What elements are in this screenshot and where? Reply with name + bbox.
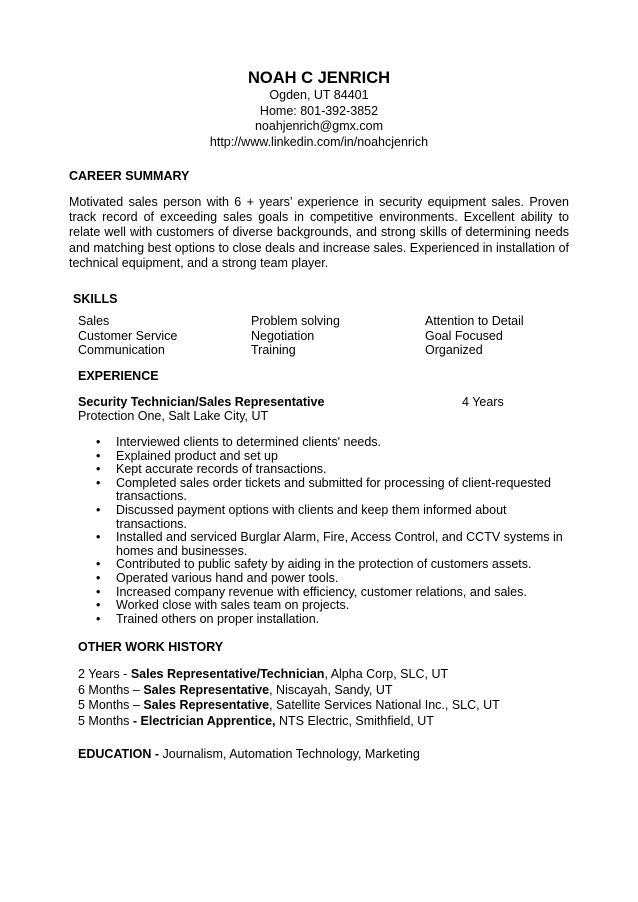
work-duration: 5 Months – bbox=[78, 698, 144, 712]
work-entry bbox=[78, 698, 500, 714]
skill-item: Sales bbox=[78, 314, 110, 328]
work-title: Sales Representative bbox=[143, 698, 270, 712]
list-item: • Completed sales order tickets and submitted for processing of client-requested transactions. bbox=[116, 477, 566, 504]
job-duration: 4 Years bbox=[462, 395, 504, 409]
work-employer: , Alpha Corp, SLC, UT bbox=[324, 667, 449, 681]
skill-item: Communication bbox=[78, 343, 165, 358]
experience-heading: EXPERIENCE bbox=[78, 369, 159, 383]
work-duration: 5 Months bbox=[78, 713, 133, 728]
work-duration: 6 Months – bbox=[78, 682, 144, 697]
work-entry bbox=[78, 714, 500, 730]
list-item: • Trained others on proper installation. bbox=[116, 613, 566, 627]
work-entry bbox=[78, 683, 500, 699]
phone: Home: 801-392-3852 bbox=[259, 103, 379, 118]
skill-item: Problem solving bbox=[251, 314, 340, 328]
skill-item: Organized bbox=[425, 343, 483, 358]
list-item: • Operated various hand and power tools. bbox=[116, 572, 566, 586]
other-work-list bbox=[78, 667, 500, 729]
other-work-heading: OTHER WORK HISTORY bbox=[78, 640, 224, 654]
skill-item: Attention to Detail bbox=[425, 314, 524, 328]
work-title: Sales Representative/Technician bbox=[130, 667, 325, 681]
skills-column bbox=[425, 314, 524, 358]
list-item: • Contributed to public safety by aiding in the protection of customers assets. bbox=[116, 558, 566, 572]
list-item: • Interviewed clients to determined clients' needs. bbox=[116, 436, 566, 450]
work-title: Sales Representative bbox=[143, 682, 270, 697]
education-text: Journalism, Automation Technology, Marketing bbox=[162, 747, 420, 761]
education-line bbox=[78, 747, 420, 761]
career-summary-heading: CAREER SUMMARY bbox=[69, 169, 190, 183]
work-title: - Electrician Apprentice, bbox=[132, 713, 276, 728]
job-title: Security Technician/Sales Representative bbox=[78, 395, 325, 409]
skill-item: Goal Focused bbox=[425, 328, 503, 343]
list-item: • Kept accurate records of transactions. bbox=[116, 463, 566, 477]
work-entry bbox=[78, 667, 500, 683]
list-item: • Worked close with sales team on projects. bbox=[116, 599, 566, 613]
job-duties-list bbox=[116, 436, 566, 626]
job-company: Protection One, Salt Lake City, UT bbox=[78, 409, 269, 423]
location: Ogden, UT 84401 bbox=[269, 88, 369, 102]
skill-item: Training bbox=[251, 343, 296, 358]
skill-item: Customer Service bbox=[78, 328, 178, 343]
email: noahjenrich@gmx.com bbox=[254, 119, 384, 133]
work-employer: NTS Electric, Smithfield, UT bbox=[275, 713, 434, 728]
skills-heading: SKILLS bbox=[73, 292, 118, 306]
skills-column bbox=[78, 314, 177, 358]
list-item: • Increased company revenue with efficiency, customer relations, and sales. bbox=[116, 586, 566, 600]
work-employer: , Niscayah, Sandy, UT bbox=[269, 682, 393, 697]
list-item: • Installed and serviced Burglar Alarm, Fire, Access Control, and CCTV systems in homes and businesses. bbox=[116, 531, 566, 558]
list-item: • Discussed payment options with clients and keep them informed about transactions. bbox=[116, 504, 566, 531]
education-label: EDUCATION - bbox=[78, 747, 163, 761]
list-item: • Explained product and set up bbox=[116, 450, 566, 464]
linkedin-url: http://www.linkedin.com/in/noahcjenrich bbox=[209, 134, 429, 149]
candidate-name: NOAH C JENRICH bbox=[247, 69, 391, 87]
resume-header bbox=[0, 68, 638, 150]
skill-item: Negotiation bbox=[251, 328, 315, 343]
career-summary-text: Motivated sales person with 6 + years’ experience in security equipment sales. Proven track record of exceeding sales goals in competitive environments. Excellent ability to relate well with customers of diverse backgrounds, and strong skills of determining needs and matching best options to close deals and increase sales. Experienced in installation of technical equipment, and a strong team player. bbox=[69, 195, 569, 270]
skills-column bbox=[251, 314, 340, 358]
work-employer: , Satellite Services National Inc., SLC, UT bbox=[269, 698, 500, 712]
work-duration: 2 Years - bbox=[78, 667, 131, 681]
